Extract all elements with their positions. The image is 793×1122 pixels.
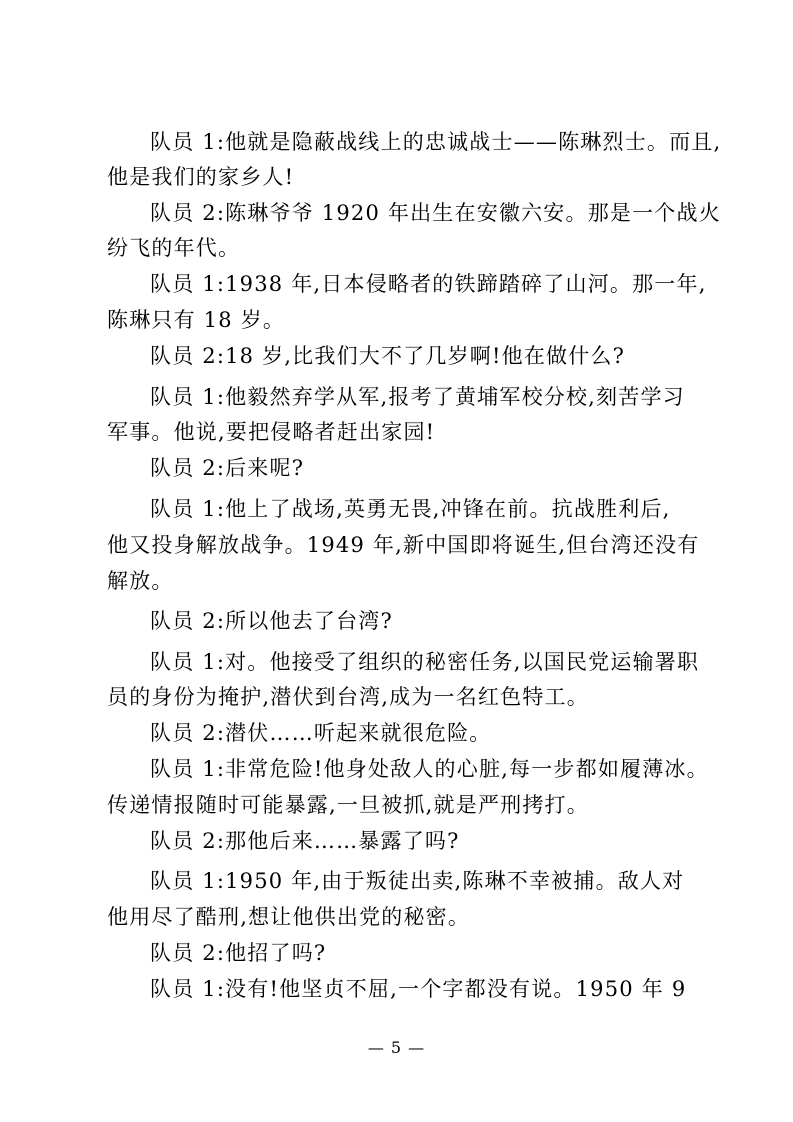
dialogue-line: 队员 2:18 岁,比我们大不了几岁啊!他在做什么? xyxy=(150,344,626,368)
dialogue-line: 军事。他说,要把侵略者赶出家园! xyxy=(107,420,436,444)
dialogue-line: 队员 2:他招了吗? xyxy=(150,941,327,965)
dialogue-line: 队员 1:非常危险!他身处敌人的心脏,每一步都如履薄冰。 xyxy=(150,757,709,781)
dialogue-line: 员的身份为掩护,潜伏到台湾,成为一名红色特工。 xyxy=(107,685,589,709)
dialogue-line: 队员 2:所以他去了台湾? xyxy=(150,609,393,633)
dialogue-line: 传递情报随时可能暴露,一旦被抓,就是严刑拷打。 xyxy=(107,793,589,817)
page-number: — 5 — xyxy=(367,1038,426,1057)
dialogue-line: 队员 1:他上了战场,英勇无畏,冲锋在前。抗战胜利后, xyxy=(150,497,671,521)
dialogue-line: 队员 2:后来呢? xyxy=(150,456,305,480)
dialogue-line: 队员 1:他毅然弃学从军,报考了黄埔军校分校,刻苦学习 xyxy=(150,385,685,409)
dialogue-line: 队员 1:没有!他坚贞不屈,一个字都没有说。1950 年 9 xyxy=(150,977,687,1001)
dialogue-line: 队员 1:对。他接受了组织的秘密任务,以国民党运输署职 xyxy=(150,650,700,674)
dialogue-line: 队员 2:潜伏……听起来就很危险。 xyxy=(150,721,492,745)
dialogue-line: 队员 2:那他后来……暴露了吗? xyxy=(150,829,460,853)
dialogue-line: 队员 1:他就是隐蔽战线上的忠诚战士——陈琳烈士。而且, xyxy=(150,130,722,154)
dialogue-line: 他又投身解放战争。1949 年,新中国即将诞生,但台湾还没有 xyxy=(107,533,700,557)
dialogue-line: 他用尽了酷刑,想让他供出党的秘密。 xyxy=(107,905,471,929)
dialogue-line: 解放。 xyxy=(107,569,174,593)
dialogue-line: 陈琳只有 18 岁。 xyxy=(107,308,286,332)
dialogue-line: 队员 1:1938 年,日本侵略者的铁蹄踏碎了山河。那一年, xyxy=(150,272,707,296)
dialogue-line: 队员 2:陈琳爷爷 1920 年出生在安徽六安。那是一个战火 xyxy=(150,201,721,225)
dialogue-line: 队员 1:1950 年,由于叛徒出卖,陈琳不幸被捕。敌人对 xyxy=(150,869,685,893)
dialogue-line: 他是我们的家乡人! xyxy=(107,165,295,189)
dialogue-line: 纷飞的年代。 xyxy=(107,236,241,260)
